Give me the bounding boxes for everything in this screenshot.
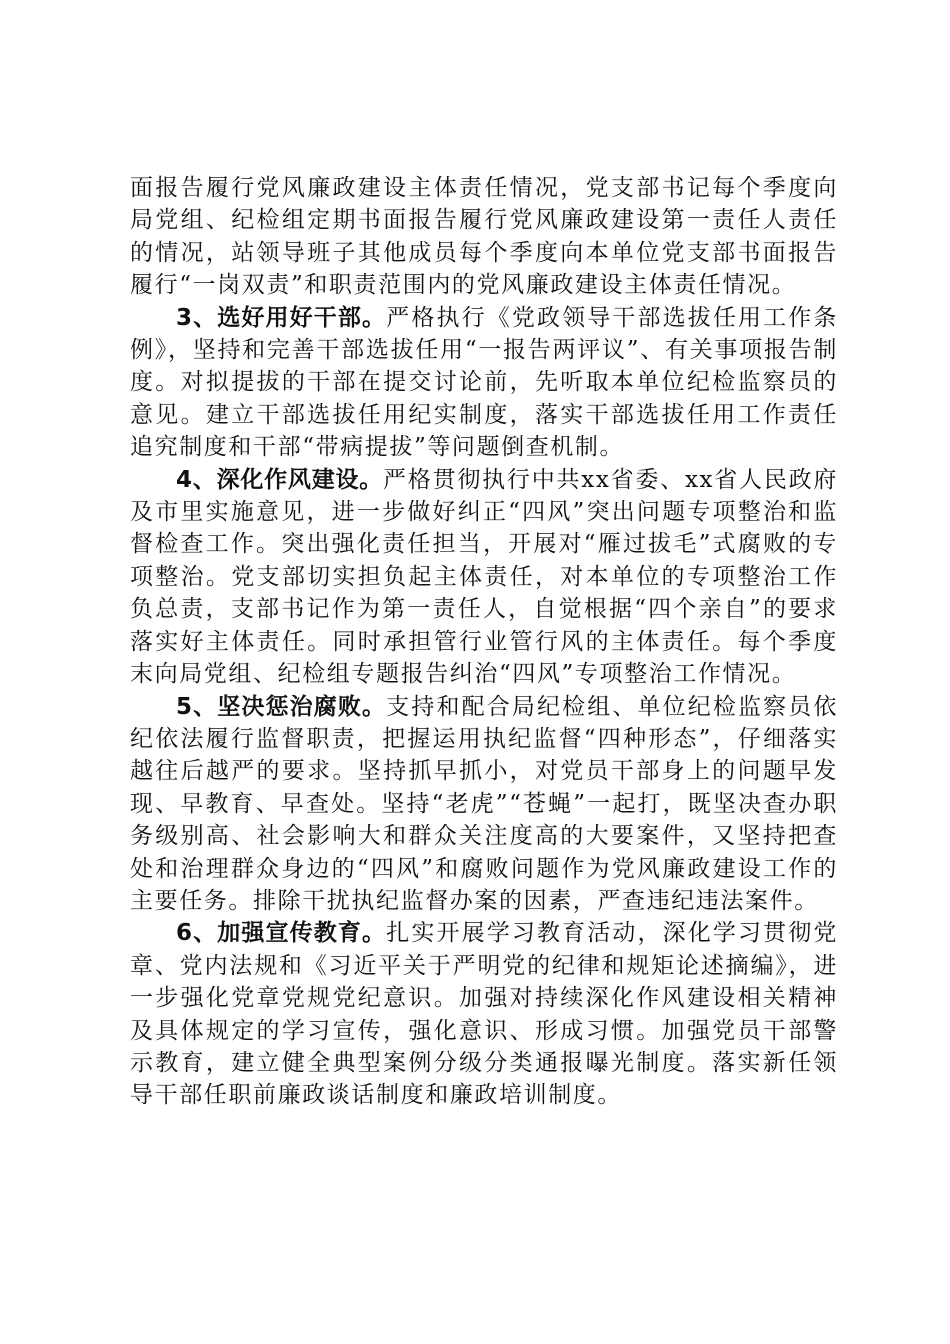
paragraph-heading: 5、坚决惩治腐败。 bbox=[176, 693, 387, 720]
paragraph-heading: 6、加强宣传教育。 bbox=[176, 920, 387, 947]
paragraph-body: 面报告履行党风廉政建设主体责任情况，党支部书记每个季度向局党组、纪检组定期书面报告履行党风廉政建设第一责任人责任的情况，站领导班子其他成员每个季度向本单位党支部书面报告履行“一岗双责”和职责范围内的党风廉政建设主体责任情况。 bbox=[130, 175, 838, 299]
paragraph-punish-corruption bbox=[130, 691, 838, 918]
paragraph-select-cadres bbox=[130, 302, 838, 464]
paragraph-heading: 3、选好用好干部。 bbox=[176, 304, 387, 331]
paragraph-continuation bbox=[130, 172, 838, 302]
paragraph-heading: 4、深化作风建设。 bbox=[176, 466, 384, 493]
paragraph-body: 严格贯彻执行中共xx省委、xx省人民政府及市里实施意见，进一步做好纠正“四风”突出问题专项整治和监督检查工作。突出强化责任担当，开展对“雁过拔毛”式腐败的专项整治。党支部切实担负起主体责任，对本单位的专项整治工作负总责，支部书记作为第一责任人，自觉根据“四个亲自”的要求落实好主体责任。同时承担管行业管行风的主体责任。每个季度末向局党组、纪检组专题报告纠治“四风”专项整治工作情况。 bbox=[130, 466, 838, 688]
paragraph-education bbox=[130, 917, 838, 1111]
paragraph-body: 严格执行《党政领导干部选拔任用工作条例》，坚持和完善干部选拔任用“一报告两评议”、有关事项报告制度。对拟提拔的干部在提交讨论前，先听取本单位纪检监察员的意见。建立干部选拔任用纪实制度，落实干部选拔任用工作责任追究制度和干部“带病提拔”等问题倒查机制。 bbox=[130, 304, 838, 461]
paragraph-body: 扎实开展学习教育活动，深化学习贯彻党章、党内法规和《习近平关于严明党的纪律和规矩论述摘编》，进一步强化党章党规党纪意识。加强对持续深化作风建设相关精神及具体规定的学习宣传，强化意识、形成习惯。加强党员干部警示教育，建立健全典型案例分级分类通报曝光制度。落实新任领导干部任职前廉政谈话制度和廉政培训制度。 bbox=[130, 920, 838, 1109]
paragraph-work-style bbox=[130, 464, 838, 691]
document-page bbox=[130, 172, 838, 1112]
paragraph-body: 支持和配合局纪检组、单位纪检监察员依纪依法履行监督职责，把握运用执纪监督“四种形态”，仔细落实越往后越严的要求。坚持抓早抓小，对党员干部身上的问题早发现、早教育、早查处。坚持“老虎”“苍蝇”一起打，既坚决查办职务级别高、社会影响大和群众关注度高的大要案件，又坚持把查处和治理群众身边的“四风”和腐败问题作为党风廉政建设工作的主要任务。排除干扰执纪监督办案的因素，严查违纪违法案件。 bbox=[130, 693, 838, 914]
